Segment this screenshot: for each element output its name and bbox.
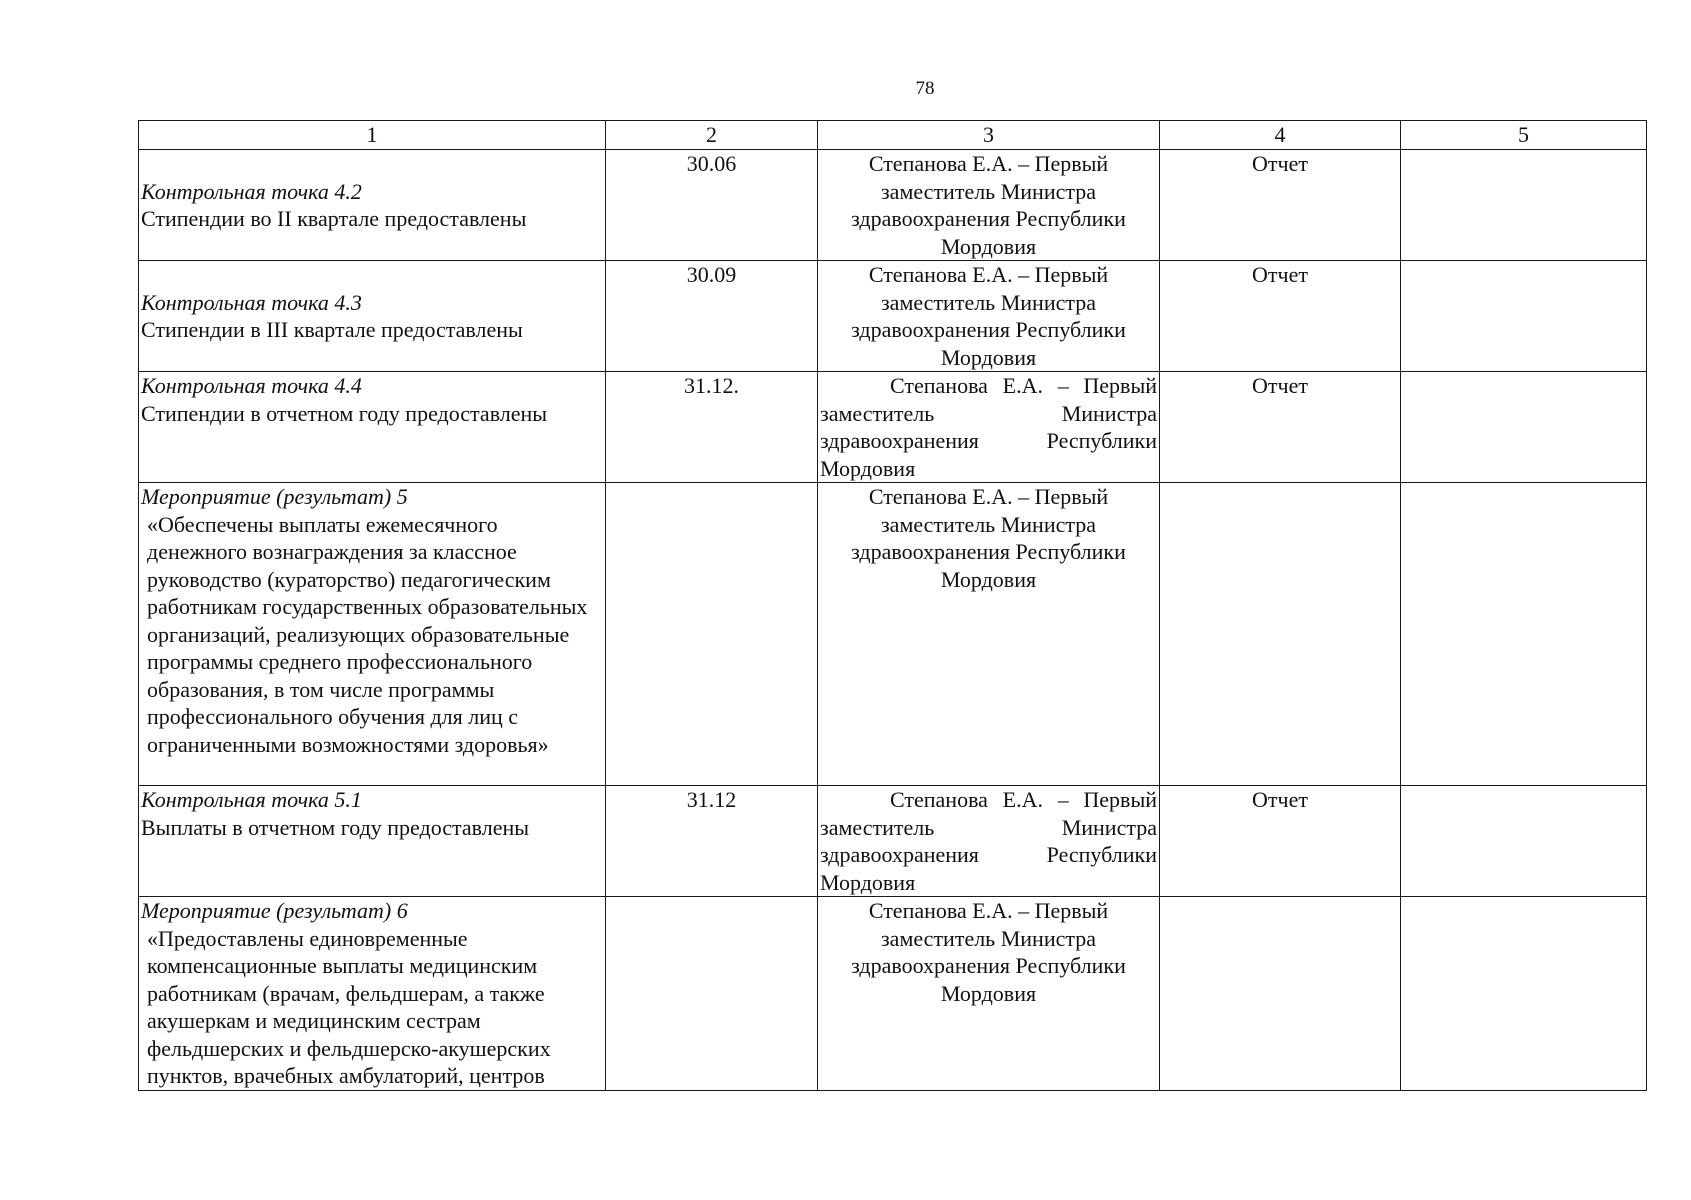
event-description: Стипендии во II квартале предоставлены bbox=[141, 206, 527, 231]
column-header: 1 bbox=[139, 121, 606, 150]
responsible-cell: Степанова Е.А. – Первый заместитель Министра здравоохранения Республики Мордовия bbox=[818, 483, 1160, 786]
responsible-cell: Степанова Е.А. – Первый заместитель Министра здравоохранения Республики Мордовия bbox=[818, 150, 1160, 261]
event-cell bbox=[139, 786, 606, 897]
table-row bbox=[139, 897, 1647, 1091]
responsible-cell bbox=[818, 786, 1160, 897]
empty-cell bbox=[1401, 897, 1647, 1091]
event-cell bbox=[139, 150, 606, 261]
date-cell bbox=[606, 483, 818, 786]
report-form-cell bbox=[1160, 897, 1401, 1091]
date-cell: 31.12 bbox=[606, 786, 818, 897]
date-cell: 31.12. bbox=[606, 372, 818, 483]
event-description: Стипендии в отчетном году предоставлены bbox=[141, 400, 548, 426]
event-description: Выплаты в отчетном году предоставлены bbox=[141, 814, 530, 840]
table-row bbox=[139, 150, 1647, 261]
empty-cell bbox=[1401, 786, 1647, 897]
empty-cell bbox=[1401, 150, 1647, 261]
table-header-row bbox=[139, 121, 1647, 150]
table-row bbox=[139, 786, 1647, 897]
column-header: 5 bbox=[1401, 121, 1647, 150]
column-header: 3 bbox=[818, 121, 1160, 150]
column-header: 2 bbox=[606, 121, 818, 150]
responsible-cell: Степанова Е.А. – Первый заместитель Министра здравоохранения Республики Мордовия bbox=[818, 261, 1160, 372]
event-description: «Обеспечены выплаты ежемесячного денежного вознаграждения за классное руководство (кураторство) педагогическим работникам государственных образовательных организаций, реализующих образовательные программы среднего профессионального образования, в том числе программы профессионального обучения для лиц с ограниченными возможностями здоровья» bbox=[147, 511, 588, 757]
responsible-cell: Степанова Е.А. – Первый заместитель Министра здравоохранения Республики Мордовия bbox=[818, 897, 1160, 1091]
event-cell bbox=[139, 483, 606, 786]
table-row bbox=[139, 261, 1647, 372]
report-form-cell: Отчет bbox=[1160, 786, 1401, 897]
event-title: Контрольная точка 4.2 bbox=[141, 178, 362, 204]
date-cell bbox=[606, 897, 818, 1091]
report-form-cell: Отчет bbox=[1160, 261, 1401, 372]
event-title: Контрольная точка 4.3 bbox=[141, 289, 362, 315]
event-title: Мероприятие (результат) 6 bbox=[141, 898, 408, 923]
event-cell bbox=[139, 897, 606, 1091]
page-number: 78 bbox=[915, 78, 935, 99]
event-title: Контрольная точка 5.1 bbox=[141, 787, 362, 812]
responsible-cell bbox=[818, 372, 1160, 483]
event-cell bbox=[139, 372, 606, 483]
event-cell bbox=[139, 261, 606, 372]
responsible-text: Степанова Е.А. – Первый заместитель Министра здравоохранения Республики Мордовия bbox=[820, 787, 1157, 895]
report-form-cell bbox=[1160, 483, 1401, 786]
column-header: 4 bbox=[1160, 121, 1401, 150]
empty-cell bbox=[1401, 372, 1647, 483]
event-title: Мероприятие (результат) 5 bbox=[141, 484, 408, 509]
empty-cell bbox=[1401, 483, 1647, 786]
report-form-cell: Отчет bbox=[1160, 150, 1401, 261]
event-description: Стипендии в III квартале предоставлены bbox=[141, 317, 523, 342]
responsible-text: Степанова Е.А. – Первый заместитель Министра здравоохранения Республики Мордовия bbox=[820, 373, 1157, 481]
event-title: Контрольная точка 4.4 bbox=[141, 373, 362, 398]
report-form-cell: Отчет bbox=[1160, 372, 1401, 483]
empty-cell bbox=[1401, 261, 1647, 372]
event-description: «Предоставлены единовременные компенсационные выплаты медицинским работникам (врачам, фельдшерам, а также акушеркам и медицинским сестрам фельдшерских и фельдшерско-акушерских пунктов, врачебных амбулаторий, центров bbox=[147, 925, 551, 1088]
table-row bbox=[139, 372, 1647, 483]
date-cell: 30.09 bbox=[606, 261, 818, 372]
table-row bbox=[139, 483, 1647, 786]
plan-table bbox=[138, 120, 1647, 1091]
date-cell: 30.06 bbox=[606, 150, 818, 261]
